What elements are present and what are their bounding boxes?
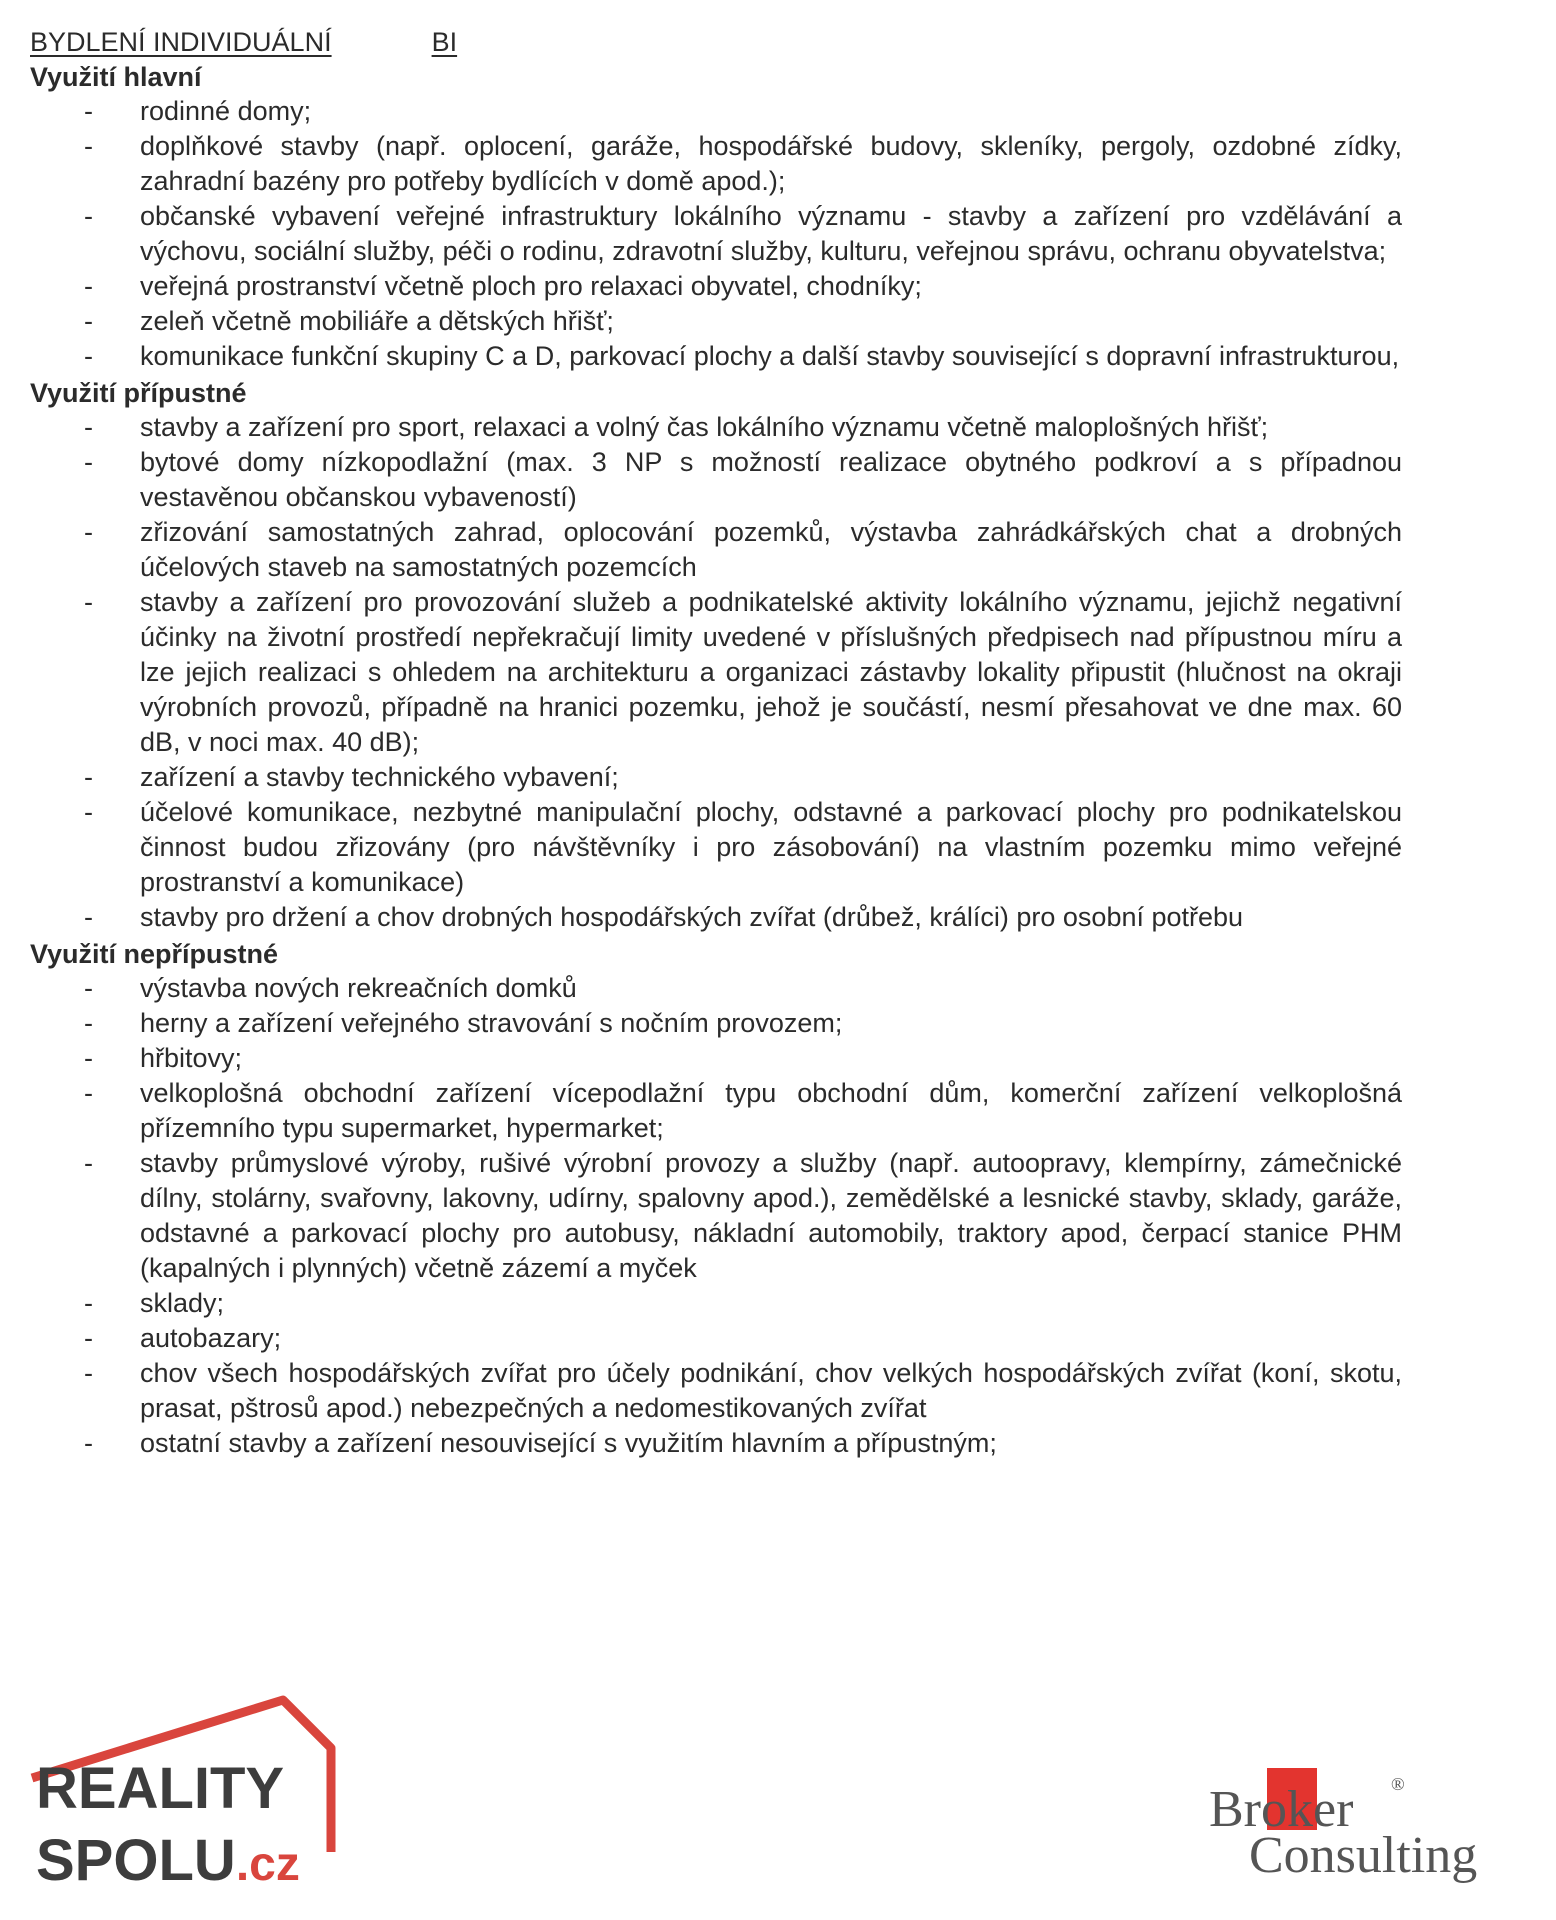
- bullet-dash: -: [84, 902, 93, 932]
- bullet-dash: -: [84, 96, 93, 126]
- item-text: sklady;: [140, 1288, 225, 1318]
- item-text: herny a zařízení veřejného stravování s nočním provozem;: [140, 1008, 843, 1038]
- logo-broker-text: Broker: [1209, 1781, 1354, 1838]
- item-text: stavby průmyslové výroby, rušivé výrobní provozy a služby (např. autoopravy, klempírny, zámečnické dílny, stolárny, svařovny, lakovny, udírny, spalovny apod.), zemědělské a lesnické stavby, sklady, garáže, odstavné a parkovací plochy pro autobusy, nákladní automobily, traktory apod, čerpací stanice PHM (kapalných i plynných) včetně zázemí a myček: [140, 1148, 1402, 1283]
- list-item: [30, 1426, 1402, 1461]
- bullet-dash: -: [84, 306, 93, 336]
- logo-spolu-text: SPOLU.cz: [36, 1828, 300, 1890]
- item-text: zeleň včetně mobiliáře a dětských hřišť;: [140, 306, 614, 336]
- list-item: [30, 339, 1402, 374]
- item-text: zařízení a stavby technického vybavení;: [140, 762, 619, 792]
- list-item: [30, 129, 1402, 199]
- item-text: stavby a zařízení pro provozování služeb a podnikatelské aktivity lokálního významu, jejichž negativní účinky na životní prostředí nepřekračují limity uvedené v příslušných předpisech nad přípustnou míru a lze jejich realizaci s ohledem na architekturu a organizaci zástavby lokality připustit (hlučnost na okraji výrobních provozů, případně na hranici pozemku, jehož je součástí, nesmí přesahovat ve dne max. 60 dB, v noci max. 40 dB);: [140, 587, 1402, 757]
- reality-spolu-logo: [28, 1690, 358, 1890]
- list-item: [30, 515, 1402, 585]
- bullet-dash: -: [84, 341, 93, 371]
- list-item: [30, 1041, 1402, 1076]
- list-item: [30, 1286, 1402, 1321]
- item-text: ostatní stavby a zařízení nesouvisející s využitím hlavním a přípustným;: [140, 1428, 997, 1458]
- zone-code: BI: [431, 27, 458, 57]
- list-item: [30, 445, 1402, 515]
- list-item: [30, 795, 1402, 900]
- item-text: velkoplošná obchodní zařízení vícepodlažní typu obchodní dům, komerční zařízení velkoplošná přízemního typu supermarket, hypermarket;: [140, 1078, 1402, 1143]
- bullet-dash: -: [84, 1428, 93, 1458]
- list-item: [30, 410, 1402, 445]
- bullet-dash: -: [84, 447, 93, 477]
- list-item: [30, 585, 1402, 760]
- item-text: občanské vybavení veřejné infrastruktury lokálního významu - stavby a zařízení pro vzdělávání a výchovu, sociální služby, péči o rodinu, zdravotní služby, kulturu, veřejnou správu, ochranu obyvatelstva;: [140, 201, 1402, 266]
- bullet-dash: -: [84, 762, 93, 792]
- document-page: [30, 24, 1402, 1463]
- item-text: chov všech hospodářských zvířat pro účely podnikání, chov velkých hospodářských zvířat (koní, skotu, prasat, pštrosů apod.) nebezpečných a nedomestikovaných zvířat: [140, 1358, 1402, 1423]
- item-list: [30, 971, 1402, 1461]
- bullet-dash: -: [84, 201, 93, 231]
- item-text: veřejná prostranství včetně ploch pro relaxaci obyvatel, chodníky;: [140, 271, 922, 301]
- item-text: bytové domy nízkopodlažní (max. 3 NP s možností realizace obytného podkroví a s případnou vestavěnou občanskou vybaveností): [140, 447, 1402, 512]
- bullet-dash: -: [84, 517, 93, 547]
- bullet-dash: -: [84, 1148, 93, 1178]
- broker-consulting-logo: [1205, 1760, 1535, 1890]
- item-text: hřbitovy;: [140, 1043, 243, 1073]
- bullet-dash: -: [84, 271, 93, 301]
- list-item: [30, 1356, 1402, 1426]
- bullet-dash: -: [84, 797, 93, 827]
- list-item: [30, 971, 1402, 1006]
- list-item: [30, 94, 1402, 129]
- bullet-dash: -: [84, 587, 93, 617]
- bullet-dash: -: [84, 412, 93, 442]
- section-prohibited: [30, 937, 1402, 1461]
- zone-title: [30, 24, 457, 60]
- list-item: [30, 1006, 1402, 1041]
- item-text: zřizování samostatných zahrad, oplocování pozemků, výstavba zahrádkářských chat a drobných účelových staveb na samostatných pozemcích: [140, 517, 1402, 582]
- logo-reality-text: REALITY: [36, 1756, 285, 1821]
- section-heading: Využití přípustné: [30, 378, 247, 408]
- list-item: [30, 1321, 1402, 1356]
- item-text: stavby pro držení a chov drobných hospodářských zvířat (drůbež, králíci) pro osobní potřebu: [140, 902, 1244, 932]
- zone-name: BYDLENÍ INDIVIDUÁLNÍ: [30, 27, 332, 57]
- bullet-dash: -: [84, 131, 93, 161]
- list-item: [30, 199, 1402, 269]
- bullet-dash: -: [84, 1008, 93, 1038]
- section-main: [30, 60, 1402, 374]
- item-text: stavby a zařízení pro sport, relaxaci a volný čas lokálního významu včetně maloplošných hřišť;: [140, 412, 1269, 442]
- item-list: [30, 94, 1402, 374]
- bullet-dash: -: [84, 1323, 93, 1353]
- list-item: [30, 760, 1402, 795]
- registered-mark: ®: [1391, 1774, 1405, 1794]
- item-list: [30, 410, 1402, 935]
- bullet-dash: -: [84, 1078, 93, 1108]
- item-text: autobazary;: [140, 1323, 282, 1353]
- section-permitted: [30, 376, 1402, 935]
- item-text: účelové komunikace, nezbytné manipulační plochy, odstavné a parkovací plochy pro podnikatelskou činnost budou zřizovány (pro návštěvníky i pro zásobování) na vlastním pozemku mimo veřejné prostranství a komunikace): [140, 797, 1402, 897]
- logo-consulting-text: Consulting: [1249, 1827, 1478, 1884]
- item-text: doplňkové stavby (např. oplocení, garáže, hospodářské budovy, skleníky, pergoly, ozdobné zídky, zahradní bazény pro potřeby bydlících v domě apod.);: [140, 131, 1402, 196]
- list-item: [30, 269, 1402, 304]
- list-item: [30, 304, 1402, 339]
- item-text: komunikace funkční skupiny C a D, parkovací plochy a další stavby související s dopravní infrastrukturou,: [140, 341, 1400, 371]
- bullet-dash: -: [84, 1288, 93, 1318]
- section-heading: Využití nepřípustné: [30, 939, 279, 969]
- item-text: výstavba nových rekreačních domků: [140, 973, 577, 1003]
- list-item: [30, 900, 1402, 935]
- list-item: [30, 1146, 1402, 1286]
- bullet-dash: -: [84, 1358, 93, 1388]
- item-text: rodinné domy;: [140, 96, 312, 126]
- section-heading: Využití hlavní: [30, 62, 202, 92]
- list-item: [30, 1076, 1402, 1146]
- bullet-dash: -: [84, 1043, 93, 1073]
- bullet-dash: -: [84, 973, 93, 1003]
